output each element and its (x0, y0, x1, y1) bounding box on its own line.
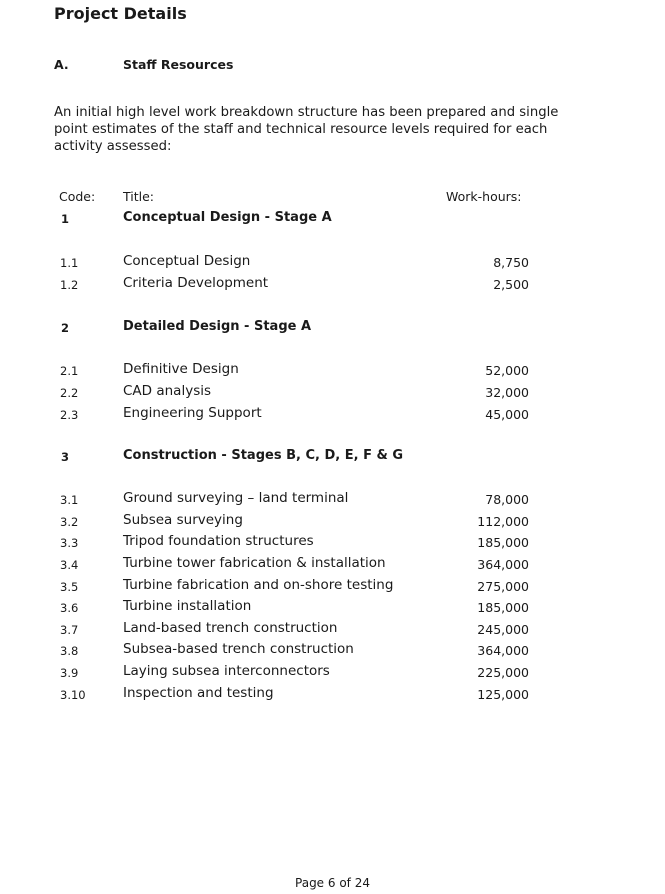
row-hours: 275,000 (477, 579, 529, 594)
row-title: Subsea-based trench construction (123, 641, 354, 657)
row-hours: 8,750 (493, 255, 529, 270)
row-code: 2.2 (60, 386, 79, 400)
row-code: 1.1 (60, 256, 79, 270)
row-hours: 78,000 (485, 492, 529, 507)
row-code: 3.1 (60, 493, 79, 507)
row-hours: 225,000 (477, 665, 529, 680)
page-title: Project Details (54, 4, 187, 23)
row-code: 3.4 (60, 558, 79, 572)
header-work-hours: Work-hours: (446, 189, 522, 204)
group-title: Construction - Stages B, C, D, E, F & G (123, 448, 404, 463)
intro-paragraph: An initial high level work breakdown structure has been prepared and single point estimates of the staff and technical resource levels required for each activity assessed: (54, 105, 559, 154)
row-code: 3.8 (60, 644, 79, 658)
row-title: Inspection and testing (123, 685, 274, 701)
row-hours: 125,000 (477, 687, 529, 702)
header-title: Title: (123, 189, 154, 204)
row-code: 3.7 (60, 623, 79, 637)
row-code: 3.3 (60, 536, 79, 550)
section-title: Staff Resources (123, 57, 234, 72)
row-hours: 112,000 (477, 514, 529, 529)
section-letter: A. (54, 57, 69, 72)
group-code: 2 (61, 321, 70, 335)
group-title: Detailed Design - Stage A (123, 319, 312, 334)
row-code: 2.3 (60, 408, 79, 422)
group-title: Conceptual Design - Stage A (123, 210, 332, 225)
row-hours: 364,000 (477, 557, 529, 572)
row-hours: 52,000 (485, 363, 529, 378)
row-title: Criteria Development (123, 275, 269, 291)
row-title: Turbine installation (123, 598, 252, 614)
row-code: 3.2 (60, 515, 79, 529)
row-code: 2.1 (60, 364, 79, 378)
row-title: Turbine fabrication and on-shore testing (123, 577, 394, 593)
row-title: Turbine tower fabrication & installation (123, 555, 386, 571)
row-title: Definitive Design (123, 361, 239, 377)
row-title: CAD analysis (123, 383, 212, 399)
row-hours: 2,500 (493, 277, 529, 292)
row-title: Ground surveying – land terminal (123, 490, 349, 506)
page-number: Page 6 of 24 (295, 876, 370, 890)
row-title: Subsea surveying (123, 512, 243, 528)
row-hours: 364,000 (477, 643, 529, 658)
row-hours: 32,000 (485, 385, 529, 400)
row-title: Conceptual Design (123, 253, 251, 269)
row-title: Engineering Support (123, 405, 262, 421)
row-hours: 185,000 (477, 600, 529, 615)
row-code: 3.5 (60, 580, 79, 594)
row-title: Laying subsea interconnectors (123, 663, 330, 679)
row-hours: 185,000 (477, 535, 529, 550)
row-title: Land-based trench construction (123, 620, 338, 636)
group-code: 3 (61, 450, 70, 464)
header-code: Code: (59, 189, 96, 204)
group-code: 1 (61, 212, 70, 226)
row-code: 3.6 (60, 601, 79, 615)
row-code: 3.10 (60, 688, 86, 702)
row-code: 3.9 (60, 666, 79, 680)
row-code: 1.2 (60, 278, 79, 292)
row-hours: 45,000 (485, 407, 529, 422)
row-title: Tripod foundation structures (123, 533, 314, 549)
row-hours: 245,000 (477, 622, 529, 637)
